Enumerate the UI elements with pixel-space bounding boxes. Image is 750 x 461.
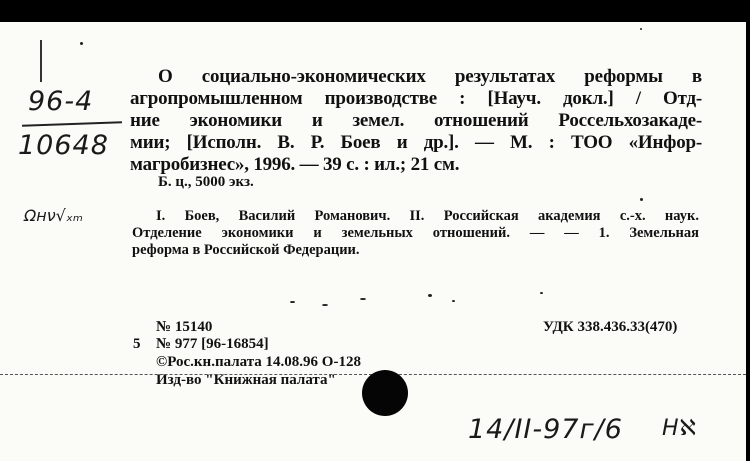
card-hole: [362, 370, 408, 416]
catalog-card: [0, 22, 746, 461]
description-line: мии; [Исполн. В. Р. Боев и др.]. — М. : ТОО «Инфор-: [130, 132, 702, 153]
scan-speck: [290, 301, 295, 303]
tracing-line: реформа в Российской Федерации.: [132, 242, 360, 258]
description-line: О социально-экономических результатах реформы в: [158, 66, 702, 87]
handwritten-date: 14/II-97г/6: [468, 414, 623, 445]
scan-speck: [452, 300, 455, 302]
scan-speck: [80, 42, 83, 45]
bibliographic-description: [130, 66, 702, 176]
tracing-entries: [132, 208, 699, 259]
scan-speck: [428, 294, 432, 297]
description-line: ние экономики и земел. отношений Россельхозакаде-: [130, 110, 702, 131]
description-line: магробизнес», 1996. — 39 с. : ил.; 21 см.: [130, 154, 460, 175]
publisher-line: Изд-во "Книжная палата": [156, 372, 336, 388]
copy-count: 5: [133, 336, 141, 352]
scan-speck: [640, 28, 642, 30]
price-edition: Б. ц., 5000 экз.: [158, 174, 254, 190]
handwritten-shelfmark-top: 96-4: [28, 86, 94, 117]
scan-speck: [540, 292, 543, 294]
handwritten-initials: Нℵ: [662, 416, 697, 441]
pencil-mark: [40, 40, 42, 82]
udk-code: УДК 338.436.33(470): [543, 319, 678, 335]
scan-speck: [360, 298, 366, 300]
description-line: агропромышленном производстве : [Науч. докл.] / Отд-: [130, 88, 702, 109]
copyright-line: ©Рос.кн.палата 14.08.96 О-128: [156, 354, 361, 370]
card-number: № 15140: [156, 319, 213, 335]
shelfmark-divider: [22, 121, 122, 126]
scan-speck: [640, 198, 643, 201]
scan-speck: [322, 304, 328, 306]
registration-number: № 977 [96-16854]: [156, 336, 269, 352]
tracing-line: Отделение экономики и земельных отношений. — — 1. Земельная: [132, 225, 699, 241]
handwritten-note-left: Ωнν√ₓₘ: [24, 206, 83, 225]
handwritten-shelfmark-bottom: 10648: [18, 130, 109, 161]
tracing-line: I. Боев, Василий Романович. II. Российская академия с.-х. наук.: [156, 208, 699, 224]
